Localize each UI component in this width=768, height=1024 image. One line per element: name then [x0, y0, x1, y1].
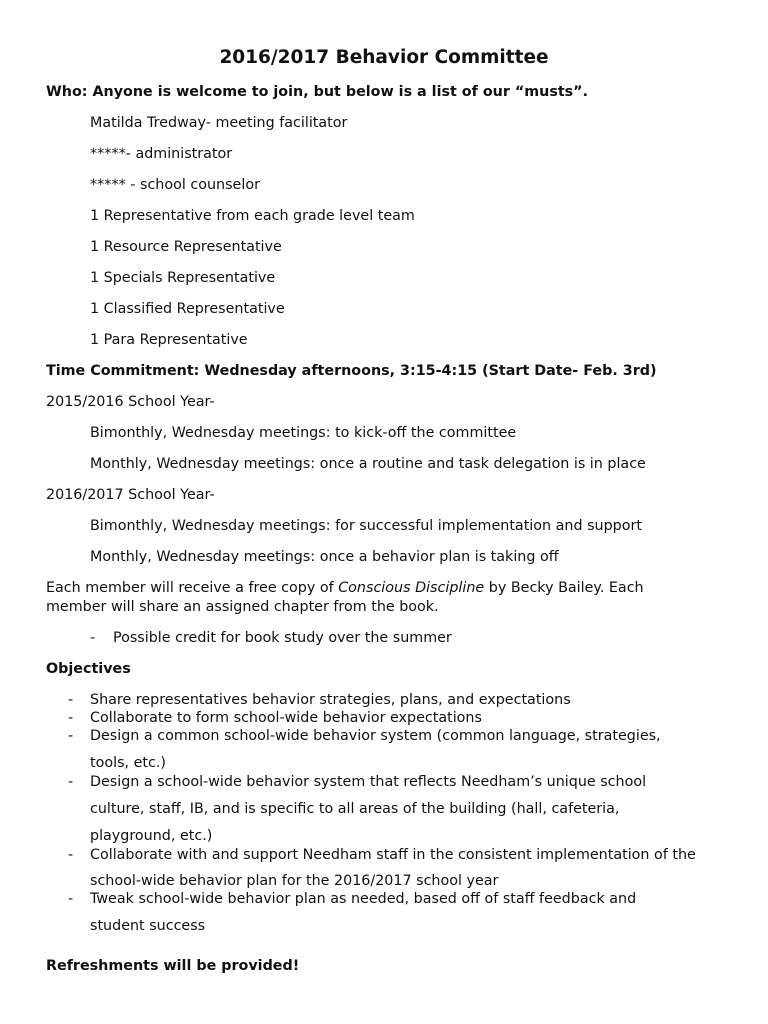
bullet-dash: - — [68, 692, 74, 708]
objective-item: Collaborate to form school-wide behavior expectations — [90, 710, 482, 726]
member-item: 1 Resource Representative — [90, 239, 282, 255]
objectives-heading: Objectives — [46, 661, 131, 677]
meeting-schedule-item: Bimonthly, Wednesday meetings: to kick-off the committee — [90, 425, 517, 441]
book-text-post: by Becky Bailey. Each — [484, 580, 644, 596]
bullet-dash: - — [68, 728, 74, 744]
book-title: Conscious Discipline — [338, 580, 485, 596]
document-title: 2016/2017 Behavior Committee — [219, 47, 549, 68]
member-item: ***** - school counselor — [90, 177, 260, 193]
member-item: *****- administrator — [90, 146, 233, 162]
meeting-schedule-item: Monthly, Wednesday meetings: once a behavior plan is taking off — [90, 549, 559, 565]
member-item: 1 Para Representative — [90, 332, 248, 348]
objective-item: Share representatives behavior strategies, plans, and expectations — [90, 692, 571, 708]
member-item: Matilda Tredway- meeting facilitator — [90, 115, 348, 131]
book-paragraph-line — [46, 579, 644, 597]
bullet-dash: - — [68, 891, 74, 907]
member-item: 1 Specials Representative — [90, 270, 276, 286]
objective-item: Design a school-wide behavior system that reflects Needham’s unique school culture, staff, IB, and is specific to all areas of the building (hall, cafeteria, playground, etc.) — [90, 774, 647, 844]
member-item: 1 Classified Representative — [90, 301, 285, 317]
book-text-pre: Each member will receive a free copy of — [46, 580, 339, 596]
time-commitment-heading: Time Commitment: Wednesday afternoons, 3:15-4:15 (Start Date- Feb. 3rd) — [46, 363, 657, 379]
bullet-dash: - — [90, 630, 96, 646]
who-heading: Who: Anyone is welcome to join, but below is a list of our “musts”. — [46, 84, 589, 100]
member-item: 1 Representative from each grade level team — [90, 208, 415, 224]
book-paragraph-line: member will share an assigned chapter from the book. — [46, 599, 439, 615]
objective-item: Tweak school-wide behavior plan as needed, based off of staff feedback and student success — [90, 891, 637, 934]
refreshments-note: Refreshments will be provided! — [46, 958, 300, 974]
book-credit-bullet: Possible credit for book study over the summer — [113, 630, 452, 646]
school-year-label: 2016/2017 School Year- — [46, 487, 215, 503]
objective-item: Collaborate with and support Needham staff in the consistent implementation of the school-wide behavior plan for the 2016/2017 school year — [90, 847, 696, 889]
bullet-dash: - — [68, 847, 74, 863]
meeting-schedule-item: Monthly, Wednesday meetings: once a routine and task delegation is in place — [90, 456, 646, 472]
bullet-dash: - — [68, 774, 74, 790]
meeting-schedule-item: Bimonthly, Wednesday meetings: for successful implementation and support — [90, 518, 642, 534]
school-year-label: 2015/2016 School Year- — [46, 394, 215, 410]
objective-item: Design a common school-wide behavior system (common language, strategies, tools, etc.) — [90, 728, 661, 771]
bullet-dash: - — [68, 710, 74, 726]
